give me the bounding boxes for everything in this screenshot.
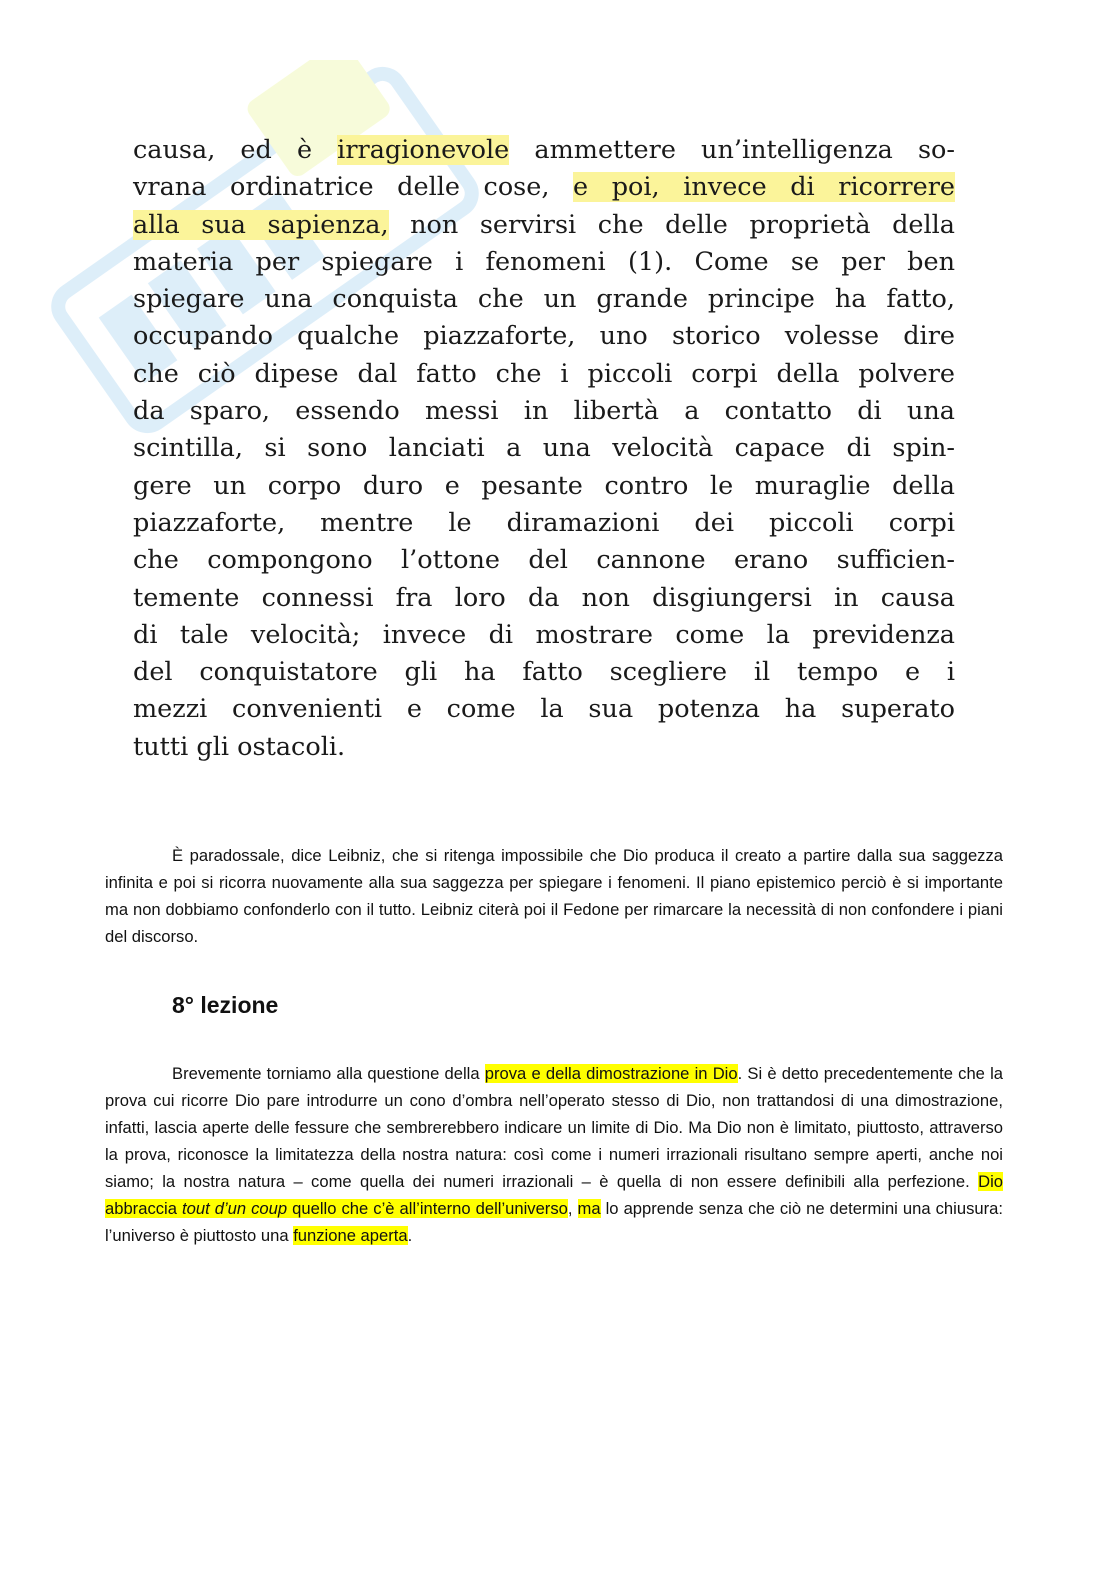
- scan-line: [133, 207, 955, 244]
- scan-text: di tale velocità; invece di mostrare come la previdenza: [133, 619, 955, 650]
- body-text: .: [407, 1225, 413, 1245]
- scanned-book-excerpt: [133, 132, 955, 766]
- scan-line: [133, 654, 955, 691]
- scan-line: [133, 542, 955, 579]
- commentary-paragraph: [105, 842, 1003, 950]
- highlighted-text: alla sua sapienza,: [133, 209, 389, 240]
- scan-text: gere un corpo duro e pesante contro le muraglie della: [133, 470, 955, 501]
- highlighted-text: ma: [577, 1198, 601, 1218]
- scan-line: [133, 617, 955, 654]
- scan-text: che ciò dipese dal fatto che i piccoli corpi della polvere: [133, 358, 955, 389]
- scan-text: ammettere un’intelligenza so-: [509, 135, 956, 165]
- body-text: lo apprende senza che ciò ne determini una chiusura: l’universo è piuttosto una: [105, 1198, 1003, 1245]
- scan-text: occupando qualche piazzaforte, uno storico volesse dire: [133, 321, 955, 352]
- scan-text: scintilla, si sono lanciati a una velocità capace di spin-: [133, 433, 955, 464]
- body-text: Brevemente torniamo alla questione della: [172, 1063, 485, 1083]
- scan-line: [133, 729, 955, 766]
- scan-text: del conquistatore gli ha fatto scegliere il tempo e i: [133, 657, 955, 688]
- highlighted-text: tout d’un coup: [182, 1198, 288, 1218]
- commentary-text: È paradossale, dice Leibniz, che si ritenga impossibile che Dio produca il creato a partire dalla sua saggezza infinita e poi si ricorra nuovamente alla sua saggezza per spiegare i fenomeni. Il piano epistemico perciò è si importante ma non dobbiamo confonderlo con il tutto. Leibniz citerà poi il Fedone per rimarcare la necessità di non confondere i piani del discorso.: [105, 845, 1003, 946]
- body-text: ,: [567, 1198, 578, 1218]
- scan-text: da sparo, essendo messi in libertà a contatto di una: [133, 396, 955, 427]
- scan-text: causa, ed è: [133, 135, 338, 165]
- lesson-heading: 8° lezione: [172, 992, 279, 1018]
- scan-text: vrana ordinatrice delle cose,: [133, 172, 574, 203]
- scan-line: [133, 169, 955, 206]
- scan-text: non servirsi che delle proprietà della: [388, 209, 955, 240]
- scan-line: [133, 281, 955, 318]
- scan-line: [133, 356, 955, 393]
- scan-text: materia per spiegare i fenomeni (1). Come se per ben: [133, 246, 955, 277]
- highlighted-text: Dio abbraccia: [105, 1171, 1003, 1218]
- scan-line: [133, 430, 955, 467]
- highlighted-text: e poi, invece di ricorrere: [573, 172, 955, 203]
- scan-text: che compongono l’ottone del cannone erano sufficien-: [133, 545, 955, 576]
- highlighted-text: quello che c’è all’interno dell’universo: [287, 1198, 568, 1218]
- scan-line: [133, 393, 955, 430]
- scan-line: [133, 580, 955, 617]
- scan-text: temente connessi fra loro da non disgiungersi in causa: [133, 582, 955, 613]
- scan-line: [133, 318, 955, 355]
- body-text: . Si è detto precedentemente che la prova cui ricorre Dio pare introdurre un cono d’ombra nell’operato stesso di Dio, non trattandosi di una dimostrazione, infatti, lascia aperte delle fessure che sembrerebbero indicare un limite di Dio. Ma Dio non è limitato, piuttosto, attraverso la prova, riconosce la limitatezza della nostra natura: così come i numeri irrazionali risultano sempre aperti, anche noi siamo; la nostra natura – come quella dei numeri irrazionali – è quella di non essere definibili alla perfezione.: [105, 1063, 1003, 1191]
- highlighted-text: prova e della dimostrazione in Dio: [484, 1063, 738, 1083]
- highlighted-text: irragionevole: [337, 135, 510, 165]
- scan-text: piazzaforte, mentre le diramazioni dei piccoli corpi: [133, 507, 955, 538]
- scan-text: tutti gli ostacoli.: [133, 731, 346, 762]
- scan-line: [133, 132, 955, 169]
- scan-line: [133, 244, 955, 281]
- highlighted-text: funzione aperta: [293, 1225, 408, 1245]
- scan-text: spiegare una conquista che un grande principe ha fatto,: [133, 284, 955, 315]
- scan-line: [133, 691, 955, 728]
- scan-line: [133, 505, 955, 542]
- scan-line: [133, 468, 955, 505]
- lesson-paragraph: [105, 1060, 1003, 1249]
- scan-text: mezzi convenienti e come la sua potenza ha superato: [133, 694, 955, 725]
